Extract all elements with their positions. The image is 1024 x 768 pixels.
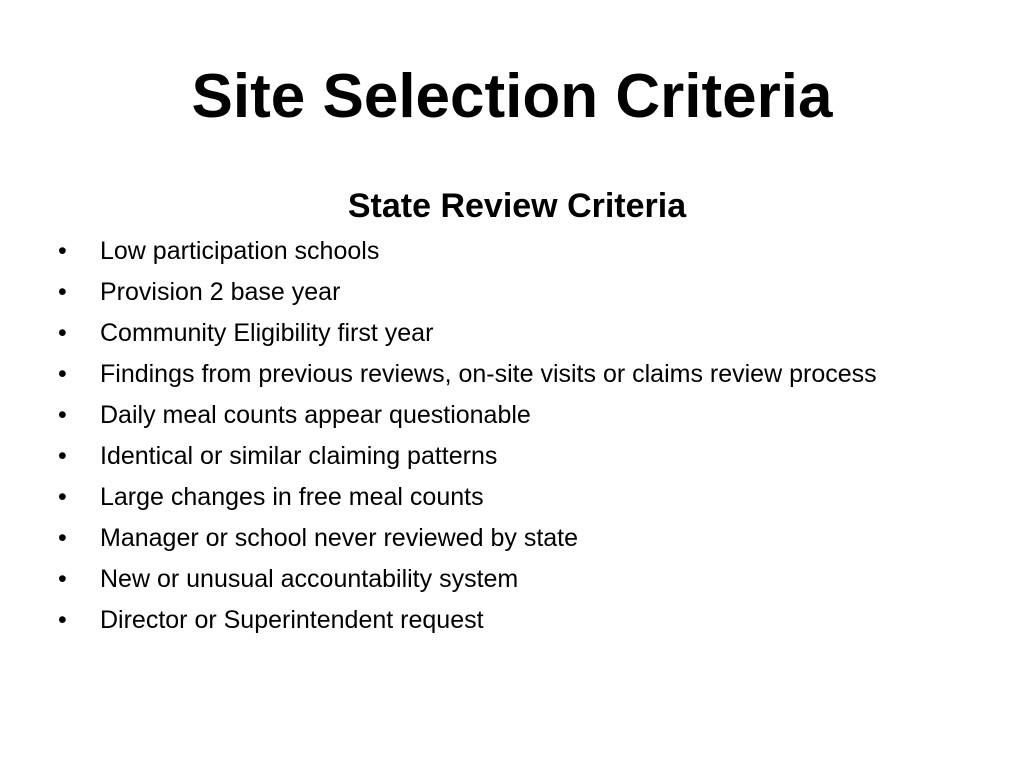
bullet-text: Community Eligibility first year [100, 319, 434, 347]
bullet-item [58, 563, 958, 596]
bullet-item [58, 481, 958, 514]
bullet-text: Director or Superintendent request [100, 606, 484, 634]
bullet-list [58, 235, 958, 645]
bullet-icon: • [58, 606, 67, 634]
bullet-icon: • [58, 524, 67, 552]
bullet-text: Findings from previous reviews, on-site visits or claims review process [100, 360, 877, 388]
bullet-item [58, 235, 958, 268]
bullet-item [58, 317, 958, 350]
bullet-item [58, 440, 958, 473]
bullet-icon: • [58, 565, 67, 593]
bullet-item [58, 522, 958, 555]
bullet-icon: • [58, 360, 67, 388]
bullet-text: Manager or school never reviewed by state [100, 524, 579, 552]
slide-title: Site Selection Criteria [191, 62, 833, 131]
bullet-item [58, 399, 958, 432]
bullet-icon: • [58, 319, 67, 347]
bullet-icon: • [58, 442, 67, 470]
bullet-item [58, 276, 958, 309]
bullet-text: Low participation schools [100, 237, 380, 265]
bullet-item [58, 358, 958, 391]
bullet-text: Daily meal counts appear questionable [100, 401, 531, 429]
bullet-icon: • [58, 483, 67, 511]
bullet-text: Identical or similar claiming patterns [100, 442, 498, 470]
bullet-text: Large changes in free meal counts [100, 483, 484, 511]
slide-subtitle: State Review Criteria [347, 187, 687, 225]
bullet-text: New or unusual accountability system [100, 565, 519, 593]
bullet-icon: • [58, 401, 67, 429]
bullet-icon: • [58, 278, 67, 306]
bullet-icon: • [58, 237, 67, 265]
bullet-item [58, 604, 958, 637]
bullet-text: Provision 2 base year [100, 278, 341, 306]
